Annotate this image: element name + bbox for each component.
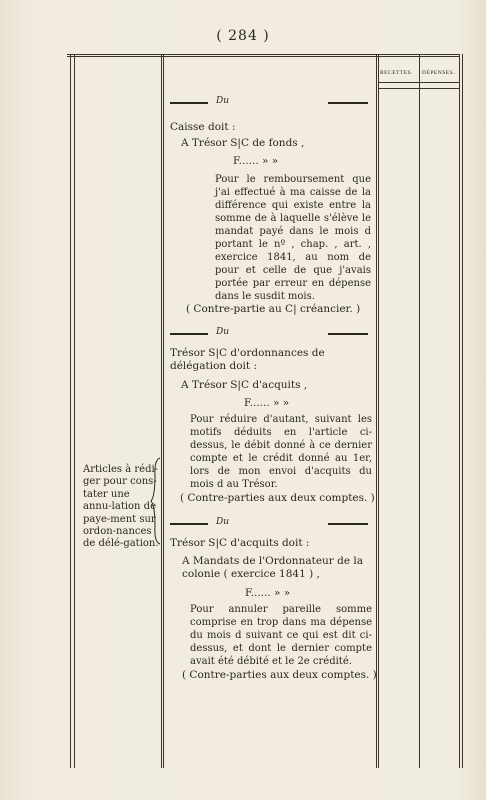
brace-icon bbox=[150, 456, 164, 546]
entry-2-rule-left bbox=[170, 333, 208, 335]
entry-3-du: Du bbox=[216, 517, 230, 527]
entry-2-rule-right bbox=[328, 333, 368, 335]
entry-1-credit: A Trésor S|C de fonds , bbox=[181, 137, 305, 149]
entry-1-debit: Caisse doit : bbox=[170, 121, 236, 133]
expenses-column-rule bbox=[419, 54, 420, 768]
entry-1-amount: F...... » » bbox=[233, 155, 279, 167]
receipts-column-rule bbox=[376, 54, 377, 768]
entry-3-rule-right bbox=[328, 523, 368, 525]
margin-column-rule bbox=[161, 54, 162, 768]
page-number: ( 284 ) bbox=[216, 28, 270, 44]
entry-2-counterpart: ( Contre-parties aux deux comptes. ) bbox=[180, 492, 375, 504]
entry-2-du: Du bbox=[216, 327, 230, 337]
entry-3-text: Pour annuler pareille somme comprise en trop dans ma dépense du mois d suivant ce qui est dit ci-dessus, et dont le dernier compte avait été débité et le 2e crédité. bbox=[190, 604, 372, 667]
entry-1-rule-left bbox=[170, 102, 208, 104]
header-underline-2 bbox=[378, 88, 460, 89]
entry-2-amount: F...... » » bbox=[244, 397, 290, 409]
entry-3-debit: Trésor S|C d'acquits doit : bbox=[170, 537, 310, 549]
left-border-rule bbox=[70, 54, 71, 768]
table-top-rule-2 bbox=[67, 56, 459, 57]
right-border-rule bbox=[459, 54, 460, 768]
entry-3-amount: F...... » » bbox=[245, 587, 291, 599]
entry-3-credit: A Mandats de l'Ordonnateur de la colonie ( exercice 1841 ) , bbox=[182, 555, 364, 580]
expenses-column-header: DÉPENSES. bbox=[422, 70, 456, 76]
entry-1-text: Pour le remboursement que j'ai effectué à ma caisse de la différence qui existe entre la somme de à laquelle s'élève le mandat payé dans le mois d portant le nº , chap. , art. , exercice 1841, au nom de pour et celle de que j'avais portée par erreur en dépense dans le susdit mois. bbox=[215, 174, 371, 302]
entry-2-text: Pour réduire d'autant, suivant les motifs déduits en l'article ci-dessus, le débit donné à ce dernier compte et le crédit donné au 1er, lors de mon envoi d'acquits du mois d au Trésor. bbox=[190, 414, 372, 490]
table-top-rule bbox=[67, 54, 459, 55]
left-border-rule-2 bbox=[74, 54, 75, 768]
entry-1-rule-right bbox=[328, 102, 368, 104]
margin-note: Articles à rédi-ger pour cons-tater une annu-lation de paye-ment sur ordon-nances de délé-gation. bbox=[83, 464, 159, 550]
header-underline bbox=[378, 82, 460, 83]
entry-3-rule-left bbox=[170, 523, 208, 525]
right-border-rule-2 bbox=[462, 54, 463, 768]
receipts-column-header: RECETTES. bbox=[380, 70, 414, 76]
margin-column-rule-2 bbox=[163, 54, 164, 768]
entry-3-counterpart: ( Contre-parties aux deux comptes. ) bbox=[182, 669, 377, 681]
receipts-column-rule-2 bbox=[378, 54, 379, 768]
entry-1-counterpart: ( Contre-partie au C| créancier. ) bbox=[186, 303, 361, 315]
entry-2-debit: Trésor S|C d'ordonnances de délégation doit : bbox=[170, 347, 325, 372]
entry-2-credit: A Trésor S|C d'acquits , bbox=[181, 379, 308, 391]
entry-1-du: Du bbox=[216, 96, 230, 106]
